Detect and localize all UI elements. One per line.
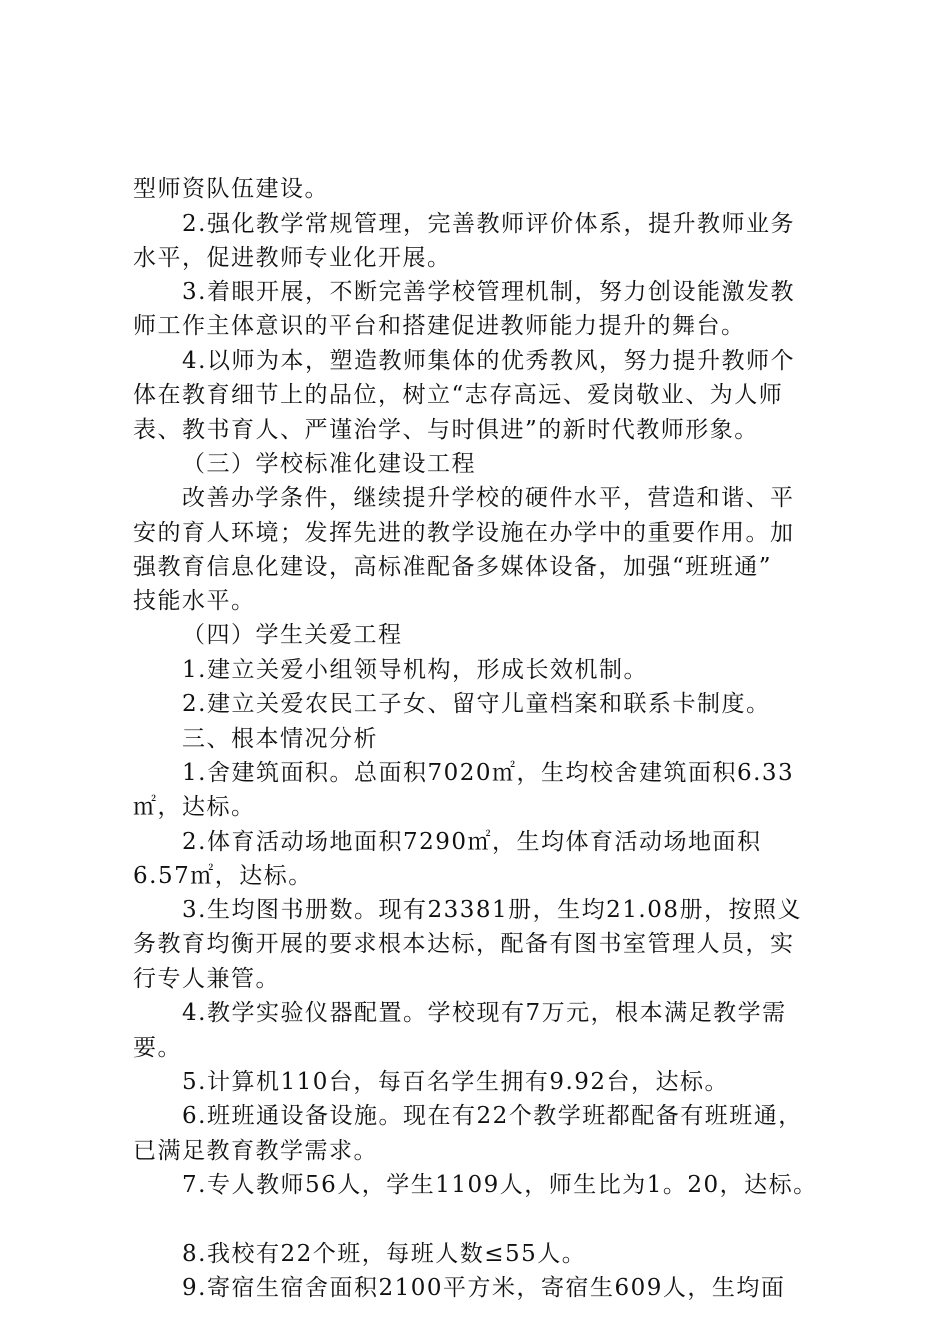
text-line: 2.体育活动场地面积7290㎡，生均体育活动场地面积 (182, 829, 762, 855)
text-line: 体在教育细节上的品位，树立“志存高远、爱岗敬业、为人师 (133, 382, 784, 408)
text-line: 5.计算机110台，每百名学生拥有9.92台，达标。 (182, 1069, 730, 1095)
section-heading: （三）学校标准化建设工程 (182, 451, 476, 477)
text-line: 4.以师为本，塑造教师集体的优秀教风，努力提升教师个 (182, 348, 795, 374)
text-line: 7.专人教师56人，学生1109人，师生比为1。20，达标。 (182, 1172, 818, 1198)
text-line: 改善办学条件，继续提升学校的硬件水平，营造和谐、平 (182, 485, 795, 511)
text-line: 1.舍建筑面积。总面积7020㎡，生均校舍建筑面积6.33 (182, 760, 795, 786)
text-line: 3.生均图书册数。现有23381册，生均21.08册，按照义 (182, 897, 802, 923)
text-line: 强教育信息化建设，高标准配备多媒体设备，加强“班班通” (133, 554, 773, 580)
text-line: 表、教书育人、严谨治学、与时俱进”的新时代教师形象。 (133, 417, 759, 443)
text-line: 2.建立关爱农民工子女、留守儿童档案和联系卡制度。 (182, 691, 771, 717)
section-heading: 三、根本情况分析 (182, 726, 378, 752)
text-line: 6.57㎡，达标。 (133, 863, 313, 889)
text-line: 9.寄宿生宿舍面积2100平方米，寄宿生609人，生均面 (182, 1275, 786, 1301)
text-line: 8.我校有22个班，每班人数≤55人。 (182, 1241, 587, 1267)
text-line: 安的育人环境；发挥先进的教学设施在办学中的重要作用。加 (133, 520, 795, 546)
text-line: 师工作主体意识的平台和搭建促进教师能力提升的舞台。 (133, 313, 746, 339)
section-heading: （四）学生关爱工程 (182, 622, 403, 648)
text-line: 1.建立关爱小组领导机构，形成长效机制。 (182, 657, 648, 683)
text-line: 务教育均衡开展的要求根本达标，配备有图书室管理人员，实 (133, 931, 795, 957)
text-line: ㎡，达标。 (133, 794, 256, 820)
text-line: 型师资队伍建设。 (133, 176, 329, 202)
text-line: 6.班班通设备设施。现在有22个教学班都配备有班班通， (182, 1103, 803, 1129)
text-line: 2.强化教学常规管理，完善教师评价体系，提升教师业务 (182, 211, 795, 237)
text-line: 已满足教育教学需求。 (133, 1138, 378, 1164)
text-line: 行专人兼管。 (133, 966, 280, 992)
text-line: 技能水平。 (133, 588, 256, 614)
text-line: 水平，促进教师专业化开展。 (133, 245, 452, 271)
text-line: 3.着眼开展，不断完善学校管理机制，努力创设能激发教 (182, 279, 795, 305)
text-line: 4.教学实验仪器配置。学校现有7万元，根本满足教学需 (182, 1000, 787, 1026)
text-line: 要。 (133, 1035, 182, 1061)
